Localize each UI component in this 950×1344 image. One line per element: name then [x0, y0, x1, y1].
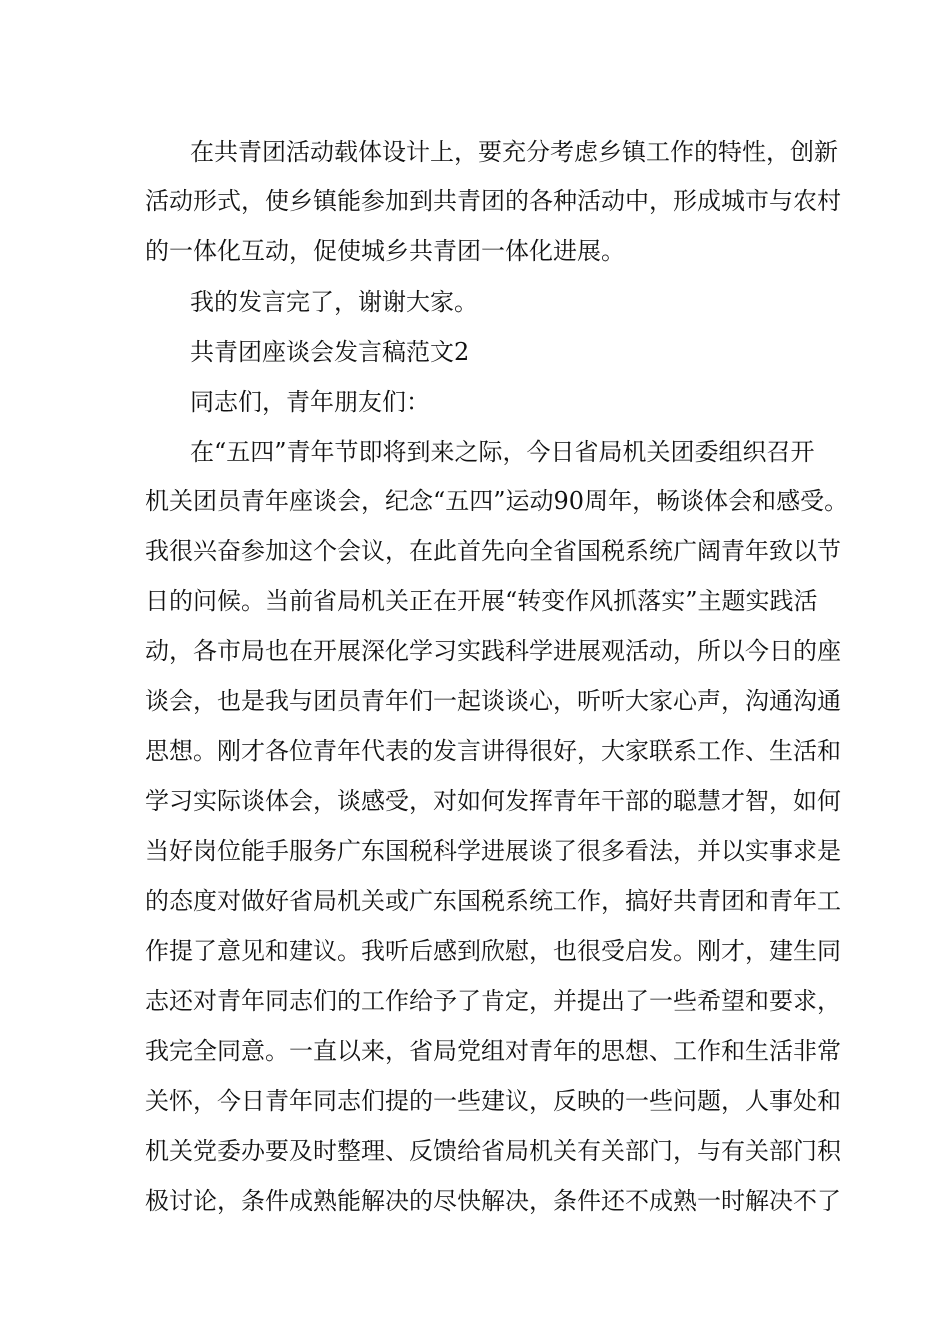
salutation: 同志们，青年朋友们：	[190, 388, 430, 416]
paragraph-line-17: 作提了意见和建议。我听后感到欣慰，也很受启发。刚才，建生同	[145, 937, 841, 965]
paragraph-line-10: 日的问候。当前省局机关正在开展“转变作风抓落实”主题实践活	[145, 587, 818, 615]
paragraph-line-1: 在共青团活动载体设计上，要充分考虑乡镇工作的特性，创新	[190, 138, 838, 166]
paragraph-line-7: 在“五四”青年节即将到来之际，今日省局机关团委组织召开	[190, 438, 815, 466]
paragraph-line-20: 关怀，今日青年同志们提的一些建议，反映的一些问题，人事处和	[145, 1087, 841, 1115]
paragraph-line-3: 的一体化互动，促使城乡共青团一体化进展。	[145, 237, 625, 265]
paragraph-line-21: 机关党委办要及时整理、反馈给省局机关有关部门，与有关部门积	[145, 1137, 841, 1165]
paragraph-line-18: 志还对青年同志们的工作给予了肯定，并提出了一些希望和要求，	[145, 987, 841, 1015]
paragraph-line-11: 动，各市局也在开展深化学习实践科学进展观活动，所以今日的座	[145, 637, 841, 665]
closing-line: 我的发言完了，谢谢大家。	[190, 288, 478, 316]
paragraph-line-9: 我很兴奋参加这个会议，在此首先向全省国税系统广阔青年致以节	[145, 537, 841, 565]
paragraph-line-22: 极讨论，条件成熟能解决的尽快解决，条件还不成熟一时解决不了	[145, 1187, 841, 1215]
paragraph-line-16: 的态度对做好省局机关或广东国税系统工作，搞好共青团和青年工	[145, 887, 841, 915]
paragraph-line-14: 学习实际谈体会，谈感受，对如何发挥青年干部的聪慧才智，如何	[145, 787, 841, 815]
paragraph-line-8: 机关团员青年座谈会，纪念“五四”运动90周年，畅谈体会和感受。	[145, 487, 849, 515]
paragraph-line-13: 思想。刚才各位青年代表的发言讲得很好，大家联系工作、生活和	[145, 737, 841, 765]
paragraph-line-12: 谈会，也是我与团员青年们一起谈谈心，听听大家心声，沟通沟通	[145, 687, 841, 715]
paragraph-line-19: 我完全同意。一直以来，省局党组对青年的思想、工作和生活非常	[145, 1037, 841, 1065]
paragraph-line-15: 当好岗位能手服务广东国税科学进展谈了很多看法，并以实事求是	[145, 837, 841, 865]
paragraph-line-2: 活动形式，使乡镇能参加到共青团的各种活动中，形成城市与农村	[145, 187, 841, 215]
section-title: 共青团座谈会发言稿范文2	[190, 338, 470, 366]
